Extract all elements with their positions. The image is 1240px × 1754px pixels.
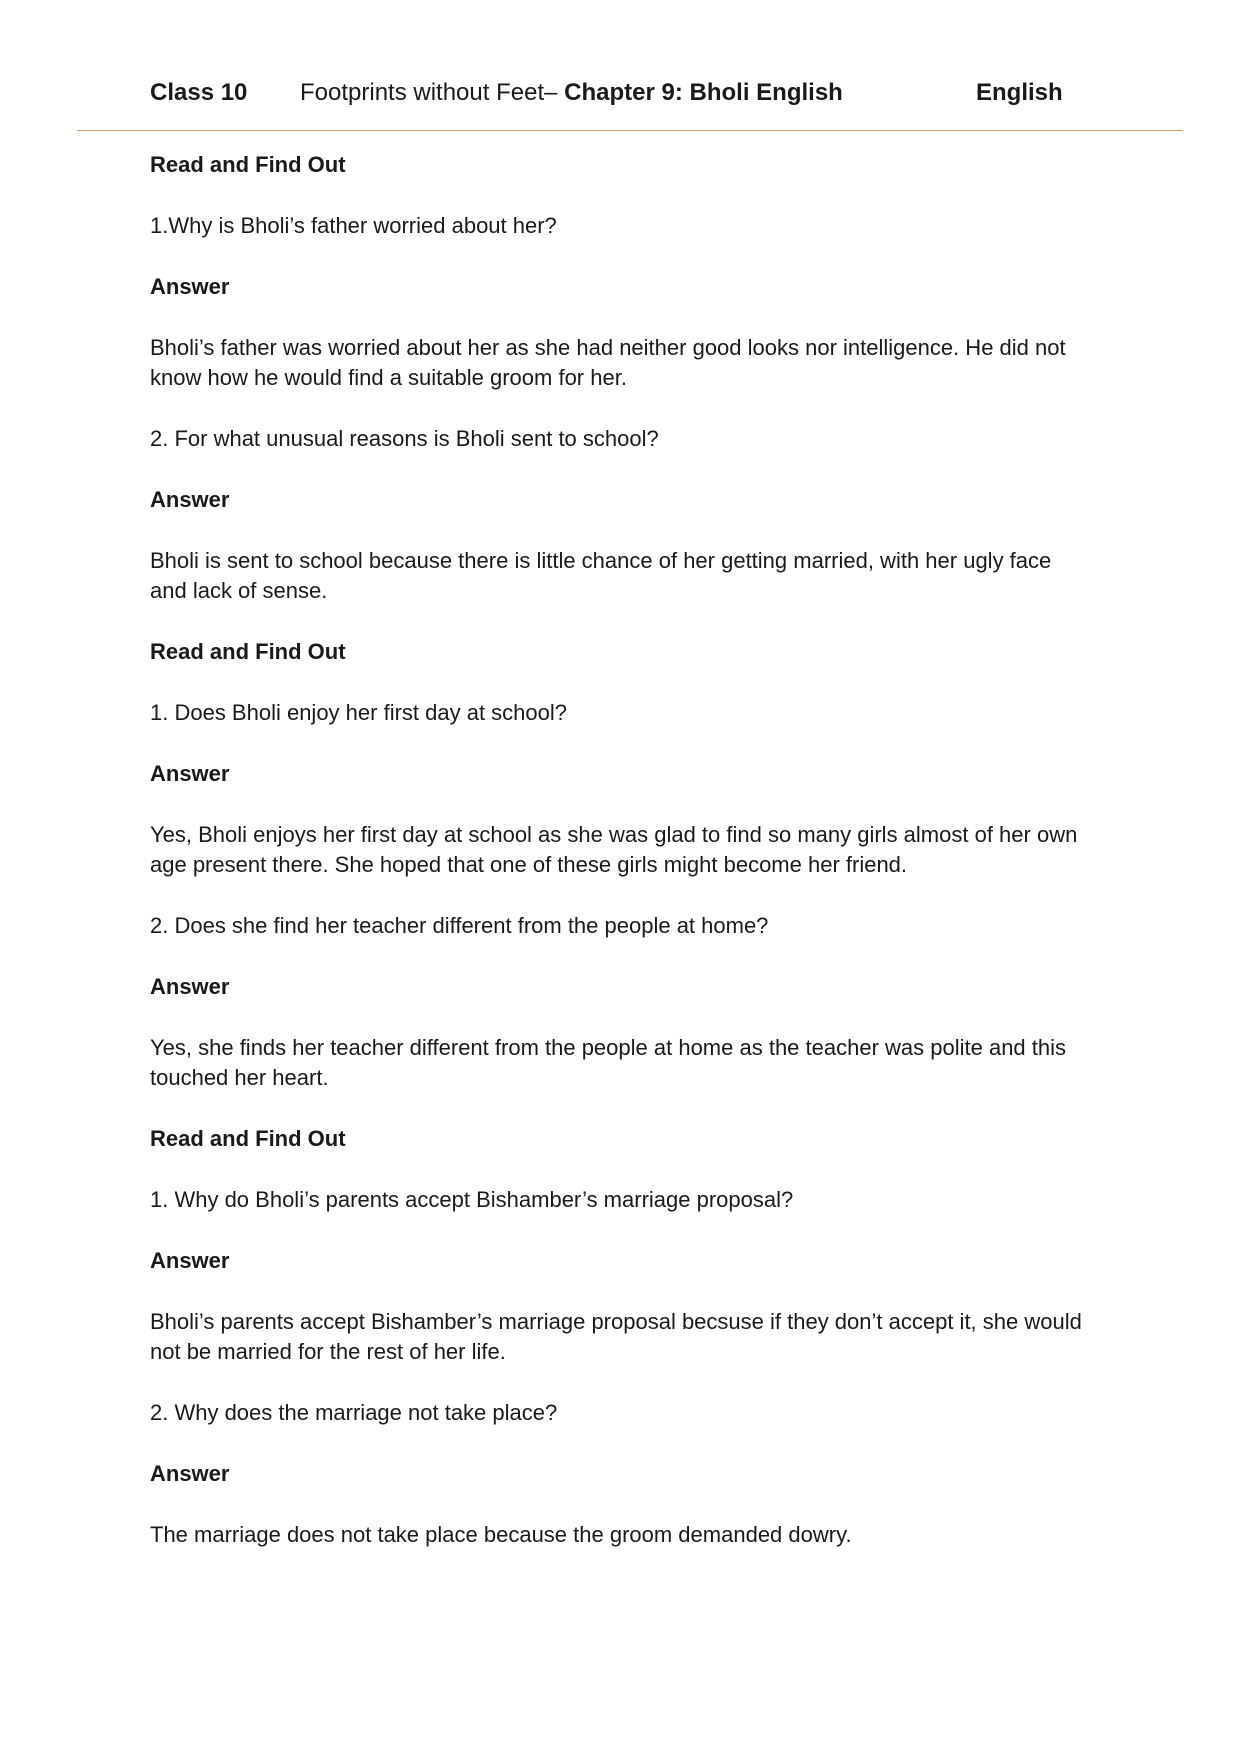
page-header bbox=[0, 76, 1240, 110]
question-text: 1.Why is Bholi’s father worried about her? bbox=[150, 213, 557, 238]
answer-label: Answer bbox=[150, 1248, 230, 1273]
answer-label: Answer bbox=[150, 487, 230, 512]
answer-label: Answer bbox=[150, 974, 230, 999]
answer-text: Bholi is sent to school because there is little chance of her getting married, with her ugly face and lack of sense. bbox=[150, 548, 1052, 603]
answer-text: Yes, she finds her teacher different from the people at home as the teacher was polite and this touched her heart. bbox=[150, 1035, 1067, 1090]
chapter-title bbox=[300, 76, 843, 110]
answer-text: Bholi’s parents accept Bishamber’s marriage proposal becsuse if they don’t accept it, she would not be married for the rest of her life. bbox=[150, 1309, 1082, 1364]
document-body bbox=[150, 150, 1090, 1581]
answer-text: Yes, Bholi enjoys her first day at school as she was glad to find so many girls almost of her own age present there. She hoped that one of these girls might become her friend. bbox=[150, 822, 1078, 877]
question-text: 2. Does she find her teacher different from the people at home? bbox=[150, 913, 769, 938]
subject-label: English bbox=[976, 79, 1063, 106]
answer-label: Answer bbox=[150, 274, 230, 299]
class-label: Class 10 bbox=[150, 79, 248, 106]
answer-label: Answer bbox=[150, 1461, 230, 1486]
title-bold: Chapter 9: Bholi English bbox=[564, 79, 843, 106]
question-text: 1. Does Bholi enjoy her first day at school? bbox=[150, 700, 568, 725]
title-prefix: Footprints without Feet– bbox=[300, 79, 565, 106]
section-heading: Read and Find Out bbox=[150, 152, 346, 177]
question-text: 2. For what unusual reasons is Bholi sent to school? bbox=[150, 426, 659, 451]
answer-text: The marriage does not take place because the groom demanded dowry. bbox=[150, 1522, 852, 1547]
section-heading: Read and Find Out bbox=[150, 1126, 346, 1151]
question-text: 2. Why does the marriage not take place? bbox=[150, 1400, 558, 1425]
header-divider bbox=[77, 130, 1183, 131]
answer-label: Answer bbox=[150, 761, 230, 786]
question-text: 1. Why do Bholi’s parents accept Bishamber’s marriage proposal? bbox=[150, 1187, 794, 1212]
answer-text: Bholi’s father was worried about her as she had neither good looks nor intelligence. He did not know how he would find a suitable groom for her. bbox=[150, 335, 1066, 390]
section-heading: Read and Find Out bbox=[150, 639, 346, 664]
